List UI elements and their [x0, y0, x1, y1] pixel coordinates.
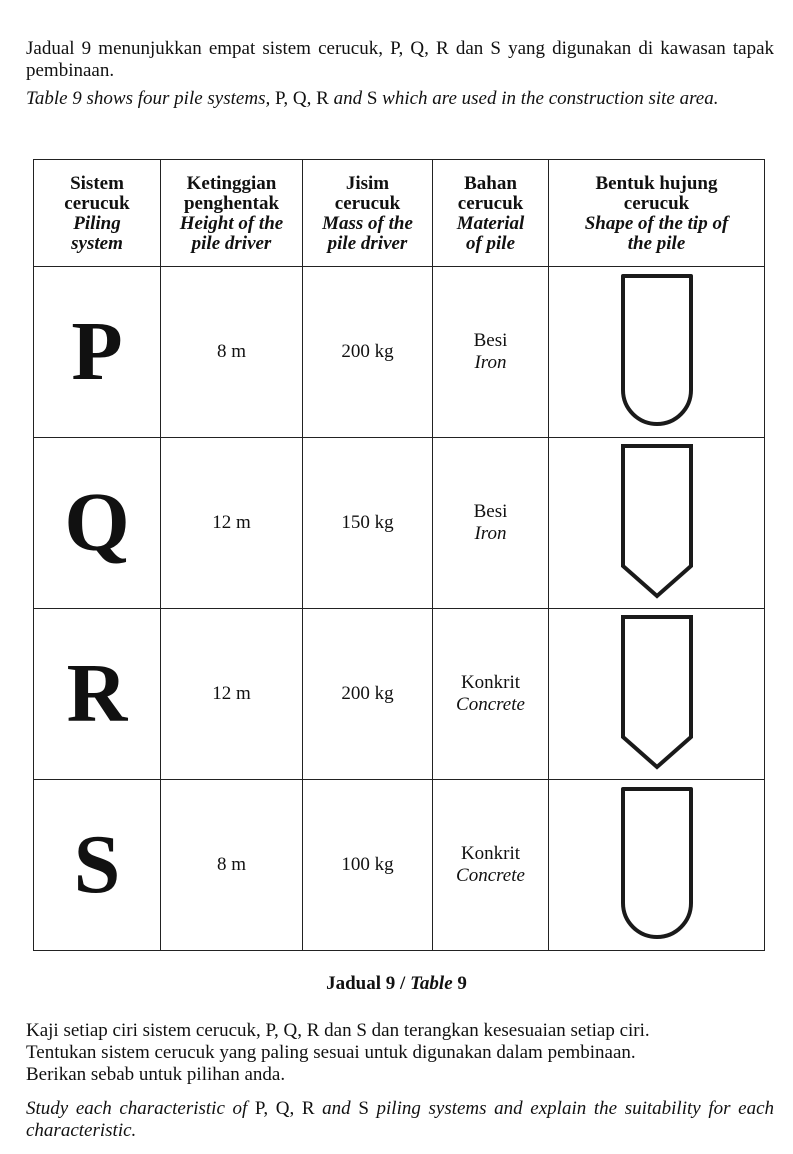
header-text: pile driver	[191, 233, 272, 254]
pile-systems-table	[33, 159, 765, 951]
header-text: Bahan	[464, 173, 517, 194]
material-en: Concrete	[456, 694, 525, 715]
system-label: S	[34, 780, 161, 951]
tip-shape-cell	[549, 267, 765, 438]
mass-cell: 200 kg	[303, 267, 433, 438]
header-pile-driver-height	[161, 160, 303, 267]
header-text: cerucuk	[457, 193, 524, 214]
system-label: Q	[34, 438, 161, 609]
material-en: Iron	[474, 523, 507, 544]
question-en-part: P, Q, R	[254, 1098, 315, 1119]
system-label: P	[34, 267, 161, 438]
material-cell	[433, 267, 549, 438]
height-cell: 8 m	[161, 780, 303, 951]
header-text: Ketinggian	[186, 173, 277, 194]
material-cell	[433, 438, 549, 609]
intro-en-part: Table 9 shows four pile systems,	[26, 88, 275, 109]
header-text: Bentuk hujung	[595, 173, 718, 194]
material-cell	[433, 609, 549, 780]
question-en-part: Study each characteristic of	[26, 1098, 255, 1119]
mass-cell: 200 kg	[303, 609, 433, 780]
header-text: cerucuk	[623, 193, 690, 214]
header-text: pile driver	[327, 233, 408, 254]
mass-cell: 100 kg	[303, 780, 433, 951]
question-ms-line: Berikan sebab untuk pilihan anda.	[26, 1064, 286, 1085]
material-en: Concrete	[456, 865, 525, 886]
intro-english	[26, 88, 774, 110]
table-row-q	[34, 438, 765, 609]
question-ms-line: Kaji setiap ciri sistem cerucuk, P, Q, R dan S dan terangkan kesesuaian setiap ciri.	[26, 1020, 650, 1041]
material-ms: Konkrit	[460, 672, 521, 693]
tip-shape-cell	[549, 609, 765, 780]
material-cell	[433, 780, 549, 951]
question-ms-line: Tentukan sistem cerucuk yang paling sesuai untuk digunakan dalam pembinaan.	[26, 1042, 636, 1063]
mass-cell: 150 kg	[303, 438, 433, 609]
header-pile-driver-mass	[303, 160, 433, 267]
height-cell: 8 m	[161, 267, 303, 438]
intro-en-part: S	[366, 88, 378, 109]
material-ms: Besi	[473, 501, 508, 522]
header-text: Shape of the tip of	[584, 213, 729, 234]
header-text: cerucuk	[334, 193, 401, 214]
header-text: system	[71, 233, 123, 254]
question-en-part: piling systems and explain the suitability for each characteristic.	[26, 1098, 775, 1141]
header-text: penghentak	[183, 193, 280, 214]
height-cell: 12 m	[161, 438, 303, 609]
pointed-tip-icon	[612, 614, 702, 774]
header-text: Material	[456, 213, 525, 234]
header-piling-system	[34, 160, 161, 267]
system-label: R	[34, 609, 161, 780]
tip-shape-cell	[549, 780, 765, 951]
material-ms: Besi	[473, 330, 508, 351]
table-row-p	[34, 267, 765, 438]
caption-en: Table	[410, 973, 453, 994]
pointed-tip-icon	[612, 443, 702, 603]
table-header-row	[34, 160, 765, 267]
height-cell: 12 m	[161, 609, 303, 780]
question-en-part: S	[358, 1098, 369, 1119]
material-ms: Konkrit	[460, 843, 521, 864]
tip-shape-cell	[549, 438, 765, 609]
question-malay	[26, 1020, 774, 1086]
table-row-r	[34, 609, 765, 780]
header-pile-material	[433, 160, 549, 267]
header-text: cerucuk	[64, 193, 130, 214]
header-text: Piling	[73, 213, 121, 234]
header-text: the pile	[627, 233, 686, 254]
intro-en-part: which are used in the construction site area.	[377, 88, 719, 109]
table-row-s	[34, 780, 765, 951]
rounded-tip-icon	[612, 785, 702, 945]
header-text: Mass of the	[322, 213, 413, 234]
question-english	[26, 1098, 774, 1142]
intro-en-part: P, Q, R	[274, 88, 329, 109]
question-en-part: and	[314, 1098, 359, 1119]
caption-ms: Jadual 9 /	[326, 973, 411, 994]
header-text: Sistem	[70, 173, 124, 194]
header-tip-shape	[549, 160, 765, 267]
header-text: of pile	[465, 233, 516, 254]
intro-en-part: and	[328, 88, 367, 109]
table-caption	[0, 973, 793, 995]
caption-number: 9	[452, 973, 467, 994]
header-text: Jisim	[345, 173, 390, 194]
rounded-tip-icon	[612, 272, 702, 432]
material-en: Iron	[474, 352, 507, 373]
intro-malay: Jadual 9 menunjukkan empat sistem cerucuk, P, Q, R dan S yang digunakan di kawasan tapak pembinaan.	[26, 38, 774, 81]
header-text: Height of the	[179, 213, 284, 234]
